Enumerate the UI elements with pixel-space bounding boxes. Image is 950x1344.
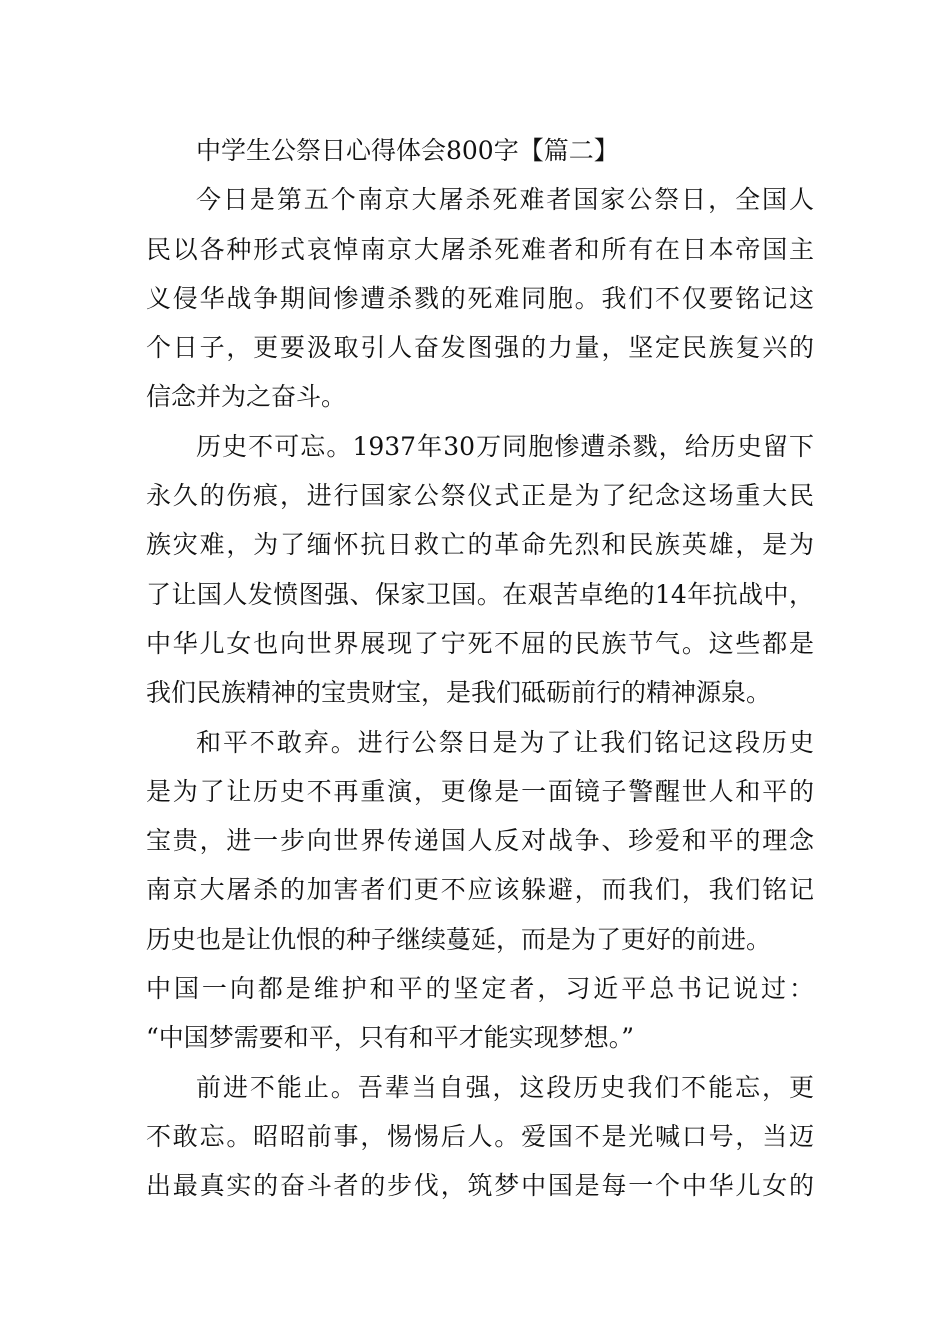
text-line: 不敢忘。昭昭前事，惕惕后人。爱国不是光喊口号，当迈: [146, 1121, 814, 1151]
text-line: 今日是第五个南京大屠杀死难者国家公祭日，全国人: [196, 185, 814, 215]
text-line: 和平不敢弃。进行公祭日是为了让我们铭记这段历史: [196, 727, 814, 757]
text-line: 历史不可忘。1937年30万同胞惨遭杀戮，给历史留下: [196, 431, 814, 461]
text-line: 义侵华战争期间惨遭杀戮的死难同胞。我们不仅要铭记这: [146, 283, 814, 313]
text-line: 中华儿女也向世界展现了宁死不屈的民族节气。这些都是: [146, 628, 814, 658]
text-line: 族灾难，为了缅怀抗日救亡的革命先烈和民族英雄，是为: [146, 530, 814, 560]
document-body: [146, 126, 814, 1211]
text-line: 前进不能止。吾辈当自强，这段历史我们不能忘，更: [196, 1072, 814, 1102]
text-line: “中国梦需要和平，只有和平才能实现梦想。”: [146, 1023, 635, 1053]
text-line: 民以各种形式哀悼南京大屠杀死难者和所有在日本帝国主: [146, 234, 814, 264]
text-line: 中国一向都是维护和平的坚定者，习近平总书记说过：: [146, 974, 814, 1004]
text-line: 历史也是让仇恨的种子继续蔓延，而是为了更好的前进。: [146, 924, 772, 954]
text-line: 我们民族精神的宝贵财宝，是我们砥砺前行的精神源泉。: [146, 678, 772, 708]
text-line: 个日子，更要汲取引人奋发图强的力量，坚定民族复兴的: [146, 333, 814, 363]
text-line: 南京大屠杀的加害者们更不应该躲避，而我们，我们铭记: [146, 875, 814, 905]
text-line: 信念并为之奋斗。: [146, 382, 347, 412]
text-line: 是为了让历史不再重演，更像是一面镜子警醒世人和平的: [146, 776, 814, 806]
text-line: 了让国人发愤图强、保家卫国。在艰苦卓绝的14年抗战中，: [146, 579, 814, 609]
document-title: 中学生公祭日心得体会800字【篇二】: [196, 136, 619, 165]
text-line: 永久的伤痕，进行国家公祭仪式正是为了纪念这场重大民: [146, 481, 814, 511]
text-line: 出最真实的奋斗者的步伐，筑梦中国是每一个中华儿女的: [146, 1171, 814, 1201]
text-line: 宝贵，进一步向世界传递国人反对战争、珍爱和平的理念: [146, 826, 814, 856]
